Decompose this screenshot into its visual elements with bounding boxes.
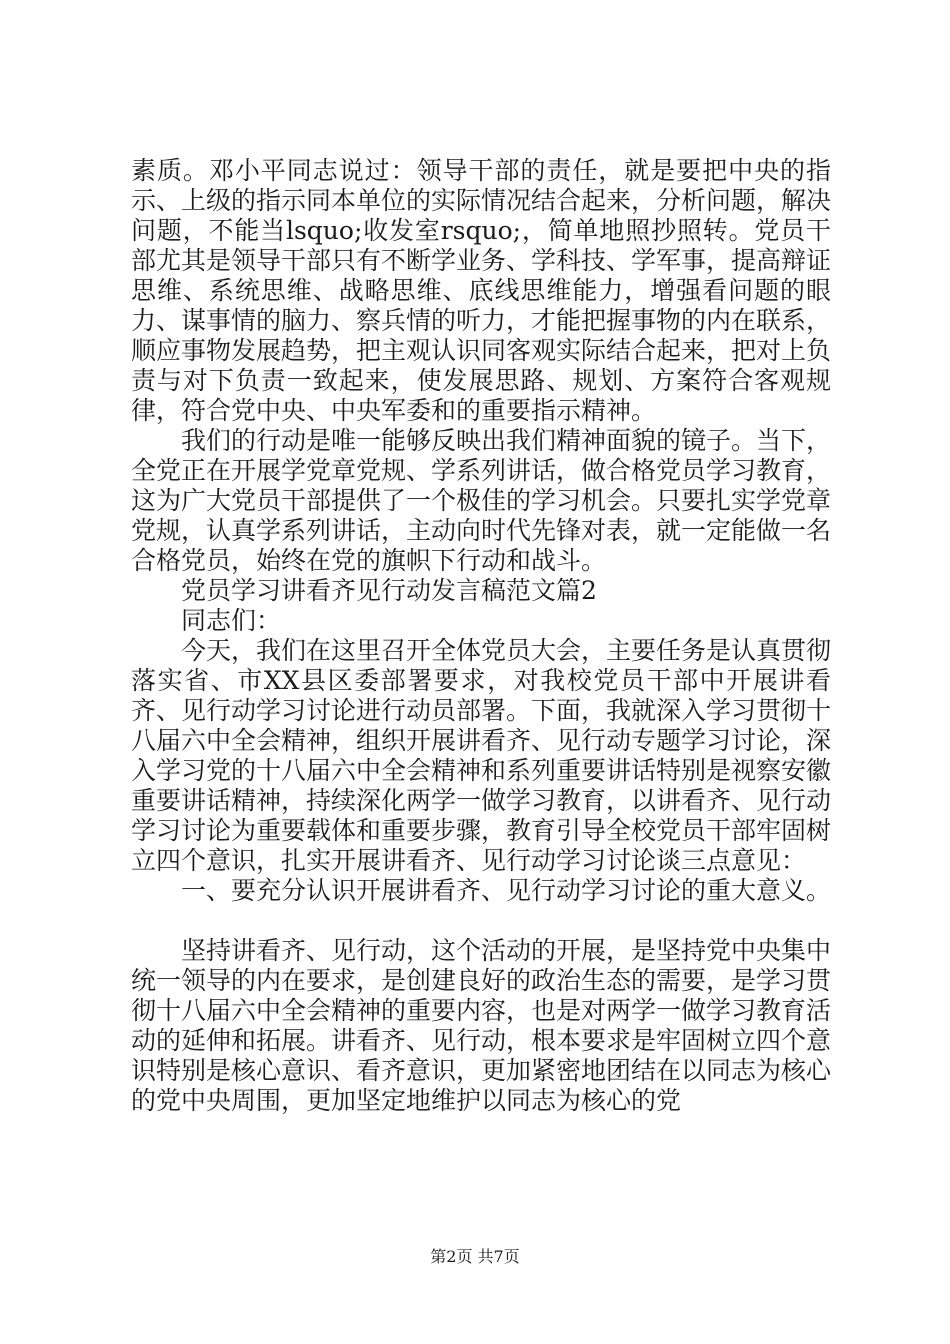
page-footer: 第2页 共7页 [430, 1247, 520, 1266]
salutation: 同志们： [181, 606, 282, 635]
paragraph-action-mirror: 我们的行动是唯一能够反映出我们精神面貌的镜子。当下，全党正在开展学党章党规、学系列讲话，做合格党员学习教育，这为广大党员干部提供了一个极佳的学习机会。只要扎实学党章党规，认真学系列讲话，主动向时代先锋对表，就一定能做一名合格党员，始终在党的旗帜下行动和战斗。 [131, 426, 832, 575]
paragraph-continuation: 素质。邓小平同志说过：领导干部的责任，就是要把中央的指示、上级的指示同本单位的实际情况结合起来，分析问题，解决问题，不能当lsquo;收发室rsquo;，简单地照抄照转。党员干部尤其是领导干部只有不断学业务、学科技、学军事，提高辩证思维、系统思维、战略思维、底线思维能力，增强看问题的眼力、谋事情的脑力、察兵情的听力，才能把握事物的内在联系，顺应事物发展趋势，把主观认识同客观实际结合起来，把对上负责与对下负责一致起来，使发展思路、规划、方案符合客观规律，符合党中央、中央军委和的重要指示精神。 [131, 156, 832, 425]
paragraph-significance: 坚持讲看齐、见行动，这个活动的开展，是坚持党中央集中统一领导的内在要求，是创建良好的政治生态的需要，是学习贯彻十八届六中全会精神的重要内容，也是对两学一做学习教育活动的延伸和拓展。讲看齐、见行动，根本要求是牢固树立四个意识特别是核心意识、看齐意识，更加紧密地团结在以同志为核心的党中央周围，更加坚定地维护以同志为核心的党 [131, 936, 832, 1115]
paragraph-meeting-intro: 今天，我们在这里召开全体党员大会，主要任务是认真贯彻落实省、市XX县区委部署要求，对我校党员干部中开展讲看齐、见行动学习讨论进行动员部署。下面，我就深入学习贯彻十八届六中全会精神，组织开展讲看齐、见行动专题学习讨论，深入学习党的十八届六中全会精神和系列重要讲话特别是视察安徽重要讲话精神，持续深化两学一做学习教育，以讲看齐、见行动学习讨论为重要载体和重要步骤，教育引导全校党员干部牢固树立四个意识，扎实开展讲看齐、见行动学习讨论谈三点意见： [131, 636, 832, 875]
document-body [131, 156, 831, 1116]
heading-point-one: 一、要充分认识开展讲看齐、见行动学习讨论的重大意义。 [181, 876, 832, 905]
section-title: 党员学习讲看齐见行动发言稿范文篇2 [181, 576, 597, 605]
